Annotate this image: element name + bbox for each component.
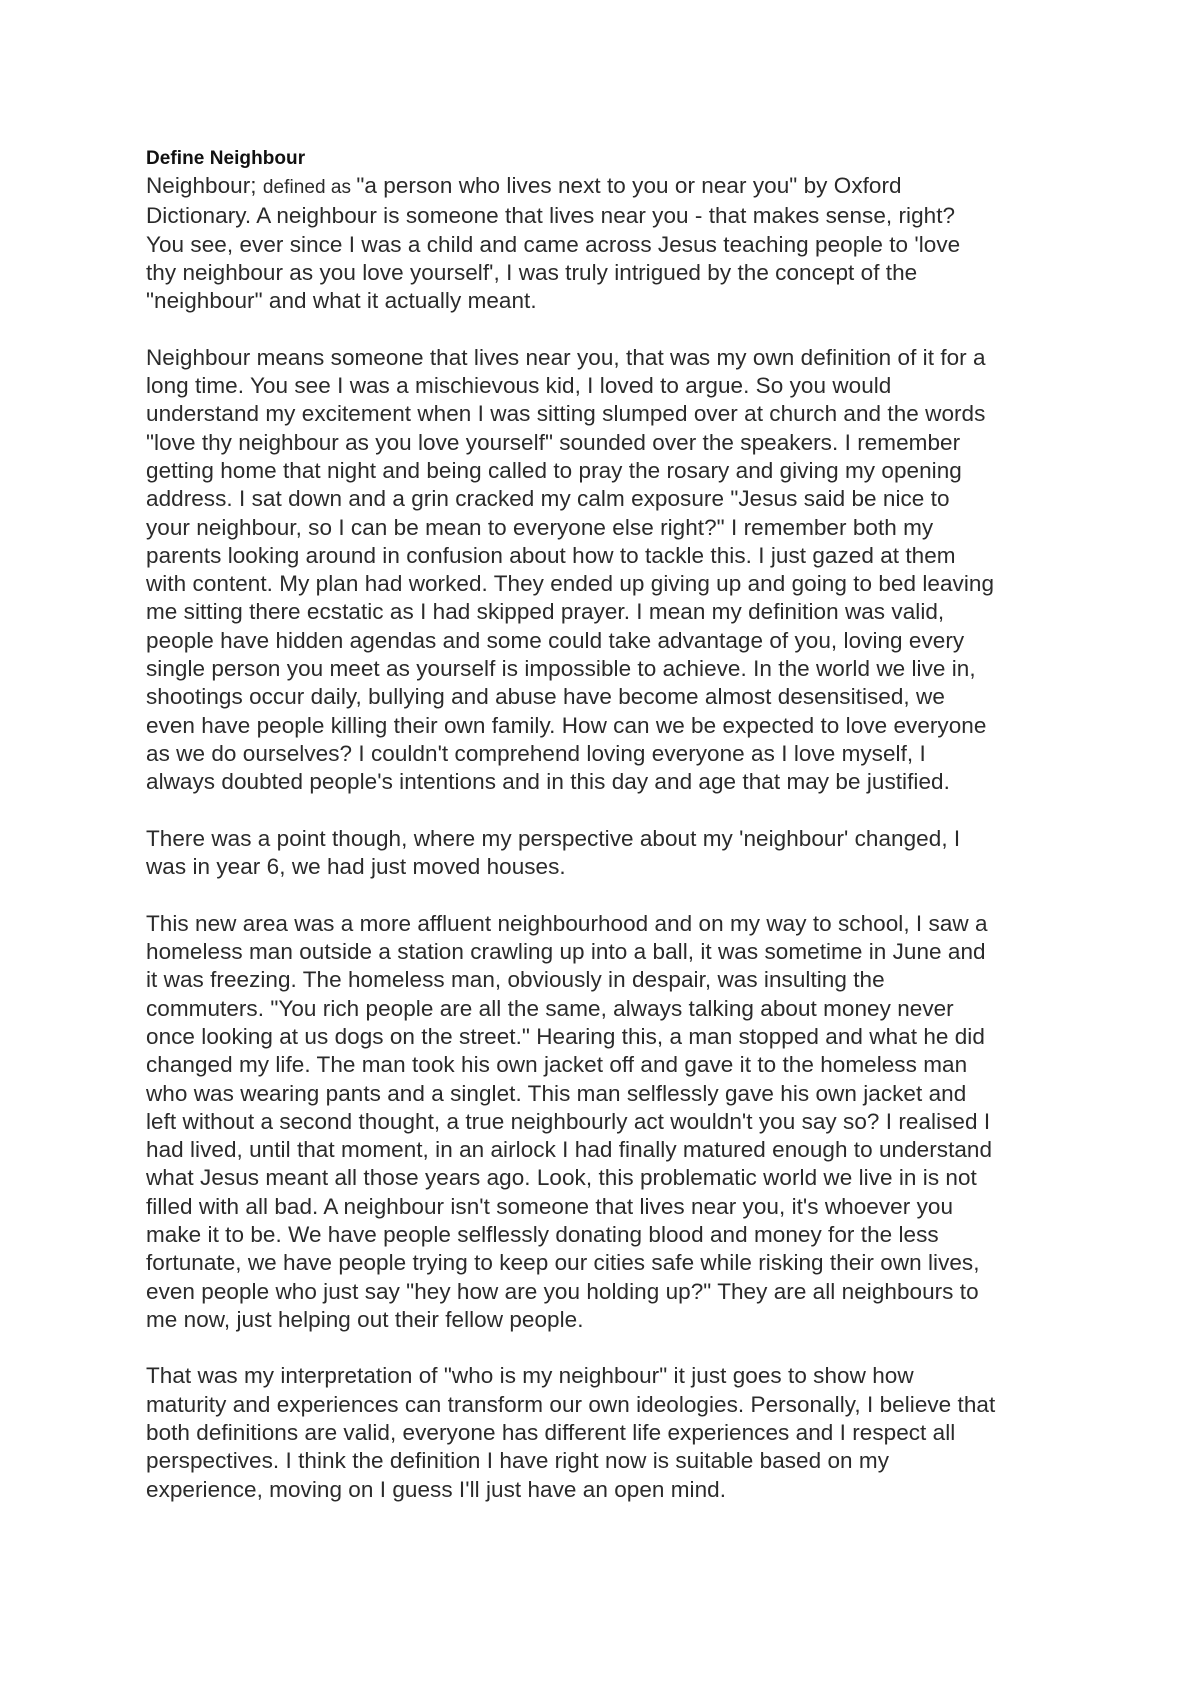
text-line: left without a second thought, a true neighbourly act wouldn't you say so? I realised I [146,1108,991,1134]
text-line: make it to be. We have people selflessly donating blood and money for the less [146,1221,939,1247]
text-line: what Jesus meant all those years ago. Look, this problematic world we live in is not [146,1165,977,1191]
text-line: address. I sat down and a grin cracked my calm exposure "Jesus said be nice to [146,486,950,512]
text-line: who was wearing pants and a singlet. This man selflessly gave his own jacket and [146,1080,967,1106]
text-line: commuters. "You rich people are all the same, always talking about money never [146,995,954,1021]
text-line: was in year 6, we had just moved houses. [146,854,566,880]
text-line: your neighbour, so I can be mean to everyone else right?" I remember both my [146,514,934,540]
text-segment: defined as [262,177,357,198]
text-line: fortunate, we have people trying to keep our cities safe while risking their own lives, [146,1250,980,1276]
document-body [146,146,1066,1532]
text-line: always doubted people's intentions and in this day and age that may be justified. [146,769,950,795]
text-segment: Neighbour; [146,173,263,198]
text-line: had lived, until that moment, in an airlock I had finally matured enough to understand [146,1137,993,1163]
text-line: getting home that night and being called to pray the rosary and giving my opening [146,457,962,483]
text-line: people have hidden agendas and some could take advantage of you, loving every [146,627,965,653]
text-line: with content. My plan had worked. They ended up giving up and going to bed leaving [146,571,995,597]
text-line: "love thy neighbour as you love yourself" sounded over the speakers. I remember [146,429,961,455]
text-line: shootings occur daily, bullying and abuse have become almost desensitised, we [146,684,945,710]
text-line: single person you meet as yourself is impossible to achieve. In the world we live in, [146,656,976,682]
text-line [146,172,1066,202]
text-segment: "a person who lives next to you or near you" by Oxford [356,173,902,198]
text-line: Neighbour means someone that lives near you, that was my own definition of it for a [146,344,986,370]
text-line: even have people killing their own family. How can we be expected to love everyone [146,712,987,738]
text-line: once looking at us dogs on the street." Hearing this, a man stopped and what he did [146,1023,985,1049]
text-line: even people who just say "hey how are you holding up?" They are all neighbours to [146,1278,979,1304]
text-line: experience, moving on I guess I'll just have an open mind. [146,1476,727,1502]
text-line: thy neighbour as you love yourself', I was truly intrigued by the concept of the [146,259,918,285]
text-line: it was freezing. The homeless man, obviously in despair, was insulting the [146,967,885,993]
paragraph-3 [146,825,1066,882]
text-line: filled with all bad. A neighbour isn't someone that lives near you, it's whoever you [146,1193,954,1219]
text-line: That was my interpretation of "who is my neighbour" it just goes to show how [146,1363,914,1389]
text-line: long time. You see I was a mischievous kid, I loved to argue. So you would [146,373,892,399]
text-line: perspectives. I think the definition I have right now is suitable based on my [146,1448,890,1474]
text-line: homeless man outside a station crawling up into a ball, it was sometime in June and [146,939,986,965]
document-title: Define Neighbour [146,148,306,169]
text-line: me now, just helping out their fellow people. [146,1306,584,1332]
text-line: You see, ever since I was a child and came across Jesus teaching people to 'love [146,231,961,257]
text-line: maturity and experiences can transform our own ideologies. Personally, I believe that [146,1391,996,1417]
paragraph-5 [146,1362,1066,1503]
text-line: "neighbour" and what it actually meant. [146,288,537,314]
text-line: This new area was a more affluent neighbourhood and on my way to school, I saw a [146,910,988,936]
text-line: parents looking around in confusion about how to tackle this. I just gazed at them [146,542,956,568]
paragraph-4 [146,910,1066,1334]
text-line: me sitting there ecstatic as I had skipped prayer. I mean my definition was valid, [146,599,945,625]
text-line: Dictionary. A neighbour is someone that lives near you - that makes sense, right? [146,203,956,229]
paragraph-2 [146,344,1066,797]
text-line: both definitions are valid, everyone has different life experiences and I respect all [146,1420,956,1446]
text-line: There was a point though, where my perspective about my 'neighbour' changed, I [146,825,961,851]
text-line: changed my life. The man took his own jacket off and gave it to the homeless man [146,1052,968,1078]
text-line: as we do ourselves? I couldn't comprehend loving everyone as I love myself, I [146,740,926,766]
paragraph-1 [146,172,1066,315]
text-line: understand my excitement when I was sitting slumped over at church and the words [146,401,986,427]
